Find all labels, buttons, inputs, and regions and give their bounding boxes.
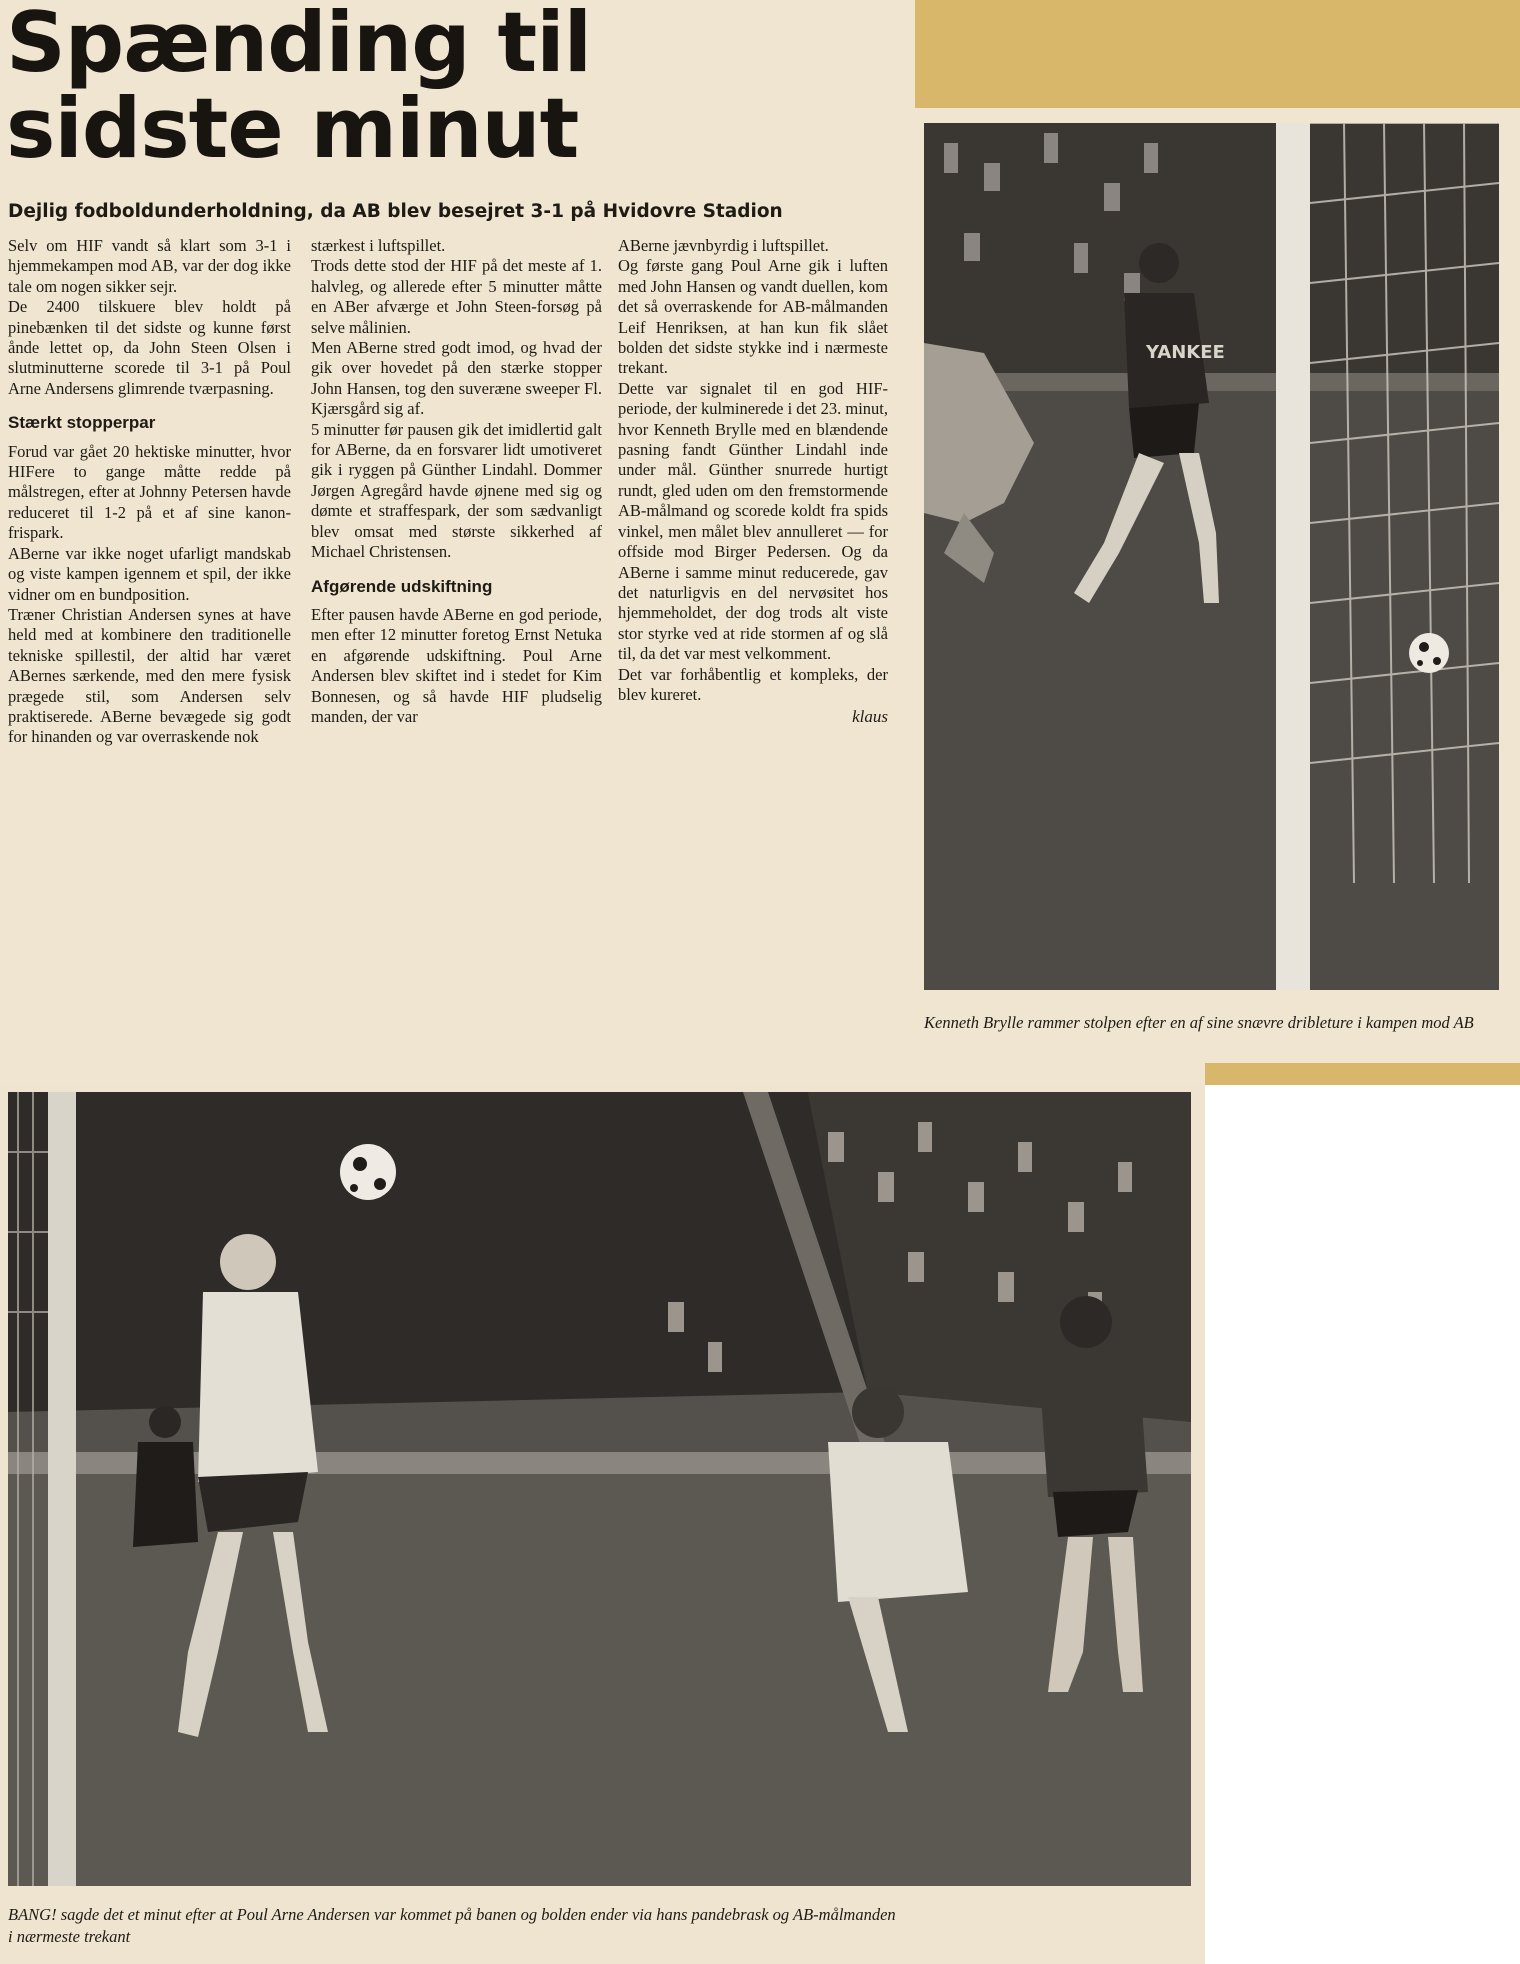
shirt-text: YANKEE bbox=[1146, 342, 1225, 363]
photo-header-goal-caption: BANG! sagde det et minut efter at Poul Arne Andersen var kommet på banen og bolden ender via hans pandebrask og AB-målmanden i nærmeste trekant bbox=[8, 1905, 896, 1946]
paragraph: Og første gang Poul Arne gik i luften med John Hansen og vandt duellen, kom det så overraskende for AB-målmanden Leif Henriksen, at han kun fik slået bolden det sidste stykke ind i nærmeste trekant. bbox=[618, 256, 888, 378]
article-column-2 bbox=[311, 236, 602, 727]
section-heading: Afgørende udskiftning bbox=[311, 576, 493, 596]
paragraph: Dette var signalet til en god HIF-periode, der kulminerede i det 23. minut, hvor Kenneth Brylle med en blændende pasning fandt Günther Lindahl inde under mål. Günther snurrede hurtigt rundt, gled uden om den fremstormende AB-målmand og scorede koldt fra spids vinkel, men målet blev annulleret — for offside mod Birger Pedersen. Og da ABerne i samme minut reducerede, gav det naturligvis en del nervøsitet hos hjemmeholdet, der dog trods alt viste stor styrke ved at ride stormen af og slå til, da det var mest velkomment. bbox=[618, 378, 888, 664]
headline bbox=[6, 0, 906, 177]
paragraph: Det var forhåbentlig et kompleks, der blev kureret. bbox=[618, 664, 888, 704]
photo-header-goal bbox=[8, 1092, 1191, 1886]
paragraph: Forud var gået 20 hektiske minutter, hvor HIFere to gange måtte redde på målstregen, efter at Johnny Petersen havde reduceret til 1-2 på et af sine kanon-frispark. bbox=[8, 441, 291, 543]
headline-line-2: sidste minut bbox=[6, 80, 579, 177]
photo-header-goal-image bbox=[8, 1092, 1191, 1886]
headline-line-1: Spænding til bbox=[6, 0, 592, 91]
photo-goal-post-image bbox=[924, 123, 1499, 990]
paragraph: Efter pausen havde ABerne en god periode, men efter 12 minutter foretog Ernst Netuka en afgørende udskiftning. Poul Arne Andersen blev skiftet ind i stedet for Kim Bonnesen, og så havde HIF pludselig manden, der var bbox=[311, 604, 602, 726]
subheadline: Dejlig fodboldunderholdning, da AB blev besejret 3-1 på Hvidovre Stadion bbox=[8, 201, 783, 222]
paragraph: Selv om HIF vandt så klart som 3-1 i hjemmekampen mod AB, var der dog ikke tale om nogen sikker sejr. bbox=[8, 236, 291, 296]
section-heading: Stærkt stopperpar bbox=[8, 413, 156, 433]
paragraph: stærkest i luftspillet. bbox=[311, 236, 446, 255]
paragraph: De 2400 tilskuere blev holdt på pinebænken til det sidste og kunne først ånde lettet op, da John Steen Olsen i slutminutterne scorede til 3-1 på Poul Arne Andersens glimrende tværpasning. bbox=[8, 297, 291, 398]
photo-goal-post-caption: Kenneth Brylle rammer stolpen efter en af sine snævre dribleture i kampen mod AB bbox=[924, 1013, 1474, 1032]
photo-goal-post bbox=[924, 123, 1499, 990]
article-column-1 bbox=[8, 236, 291, 748]
paragraph: ABerne var ikke noget ufarligt mandskab og viste kampen igennem et spil, der ikke vidner om en bundposition. bbox=[8, 543, 291, 604]
paragraph: Men ABerne stred godt imod, og hvad der gik over hovedet på den stærke stopper John Hansen, tog den suveræne sweeper Fl. Kjærsgård sig af. bbox=[311, 338, 602, 419]
byline: klaus bbox=[852, 707, 888, 727]
paragraph: ABerne jævnbyrdig i luftspillet. bbox=[618, 236, 829, 255]
paragraph: Træner Christian Andersen synes at have held med at kombinere den traditionelle tekniske spillestil, der altid har været ABernes særkende, med den mere fysisk prægede stil, som Andersen selv praktiserede. ABerne bevægede sig godt for hinanden og var overraskende nok bbox=[8, 604, 291, 747]
paragraph: Trods dette stod der HIF på det meste af 1. halvleg, og allerede efter 5 minutter måtte en ABer afværge et John Steen-forsøg på selve målinien. bbox=[311, 256, 602, 337]
paragraph: 5 minutter før pausen gik det imidlertid galt for ABerne, da en forsvarer lidt umotiveret gik i ryggen på Günther Lindahl. Dommer Jørgen Agregård havde øjnene med sig og dømte et straffespark, der som sædvanligt blev omsat med største sikkerhed af Michael Christensen. bbox=[311, 419, 602, 562]
article-column-3 bbox=[618, 236, 888, 728]
